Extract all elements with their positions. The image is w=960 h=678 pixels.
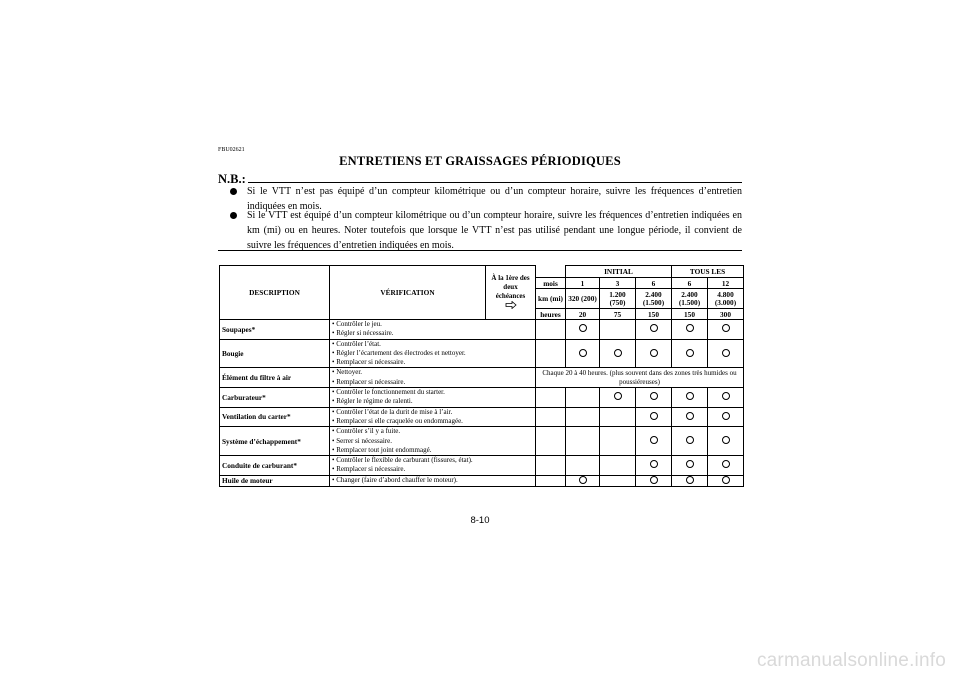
row-verification	[330, 320, 536, 340]
check-circle-icon	[686, 476, 694, 484]
interval-check-cell	[672, 339, 708, 368]
interval-check-cell	[708, 339, 744, 368]
row-description: Soupapes*	[220, 320, 330, 340]
interval-cell: 1	[566, 278, 600, 289]
interval-check-cell	[672, 427, 708, 456]
unit-gap-cell	[536, 339, 566, 368]
verification-step: • Contrôler l’état.	[332, 340, 533, 349]
verification-step: • Remplacer tout joint endommagé.	[332, 446, 533, 455]
interval-cell: 6	[672, 278, 708, 289]
page-title: ENTRETIENS ET GRAISSAGES PÉRIODIQUES	[339, 154, 621, 168]
row-description: Système d’échappement*	[220, 427, 330, 456]
bullet-icon	[230, 212, 237, 219]
verification-step: • Serrer si nécessaire.	[332, 437, 533, 446]
interval-cell: 320 (200)	[566, 289, 600, 309]
check-circle-icon	[579, 324, 587, 332]
verification-step: • Régler le régime de ralenti.	[332, 397, 533, 406]
interval-check-cell	[566, 407, 600, 427]
check-circle-icon	[686, 460, 694, 468]
verification-step: • Remplacer si nécessaire.	[332, 358, 533, 367]
interval-check-cell	[566, 456, 600, 476]
maintenance-table	[219, 265, 744, 487]
first-due-label: À la 1ère des deux échéances	[491, 273, 530, 300]
row-verification	[330, 368, 536, 388]
interval-check-cell	[600, 475, 636, 486]
interval-cell: 6	[636, 278, 672, 289]
arrow-right-icon	[505, 301, 517, 309]
table-row	[220, 456, 744, 476]
check-circle-icon	[722, 412, 730, 420]
verification-step: • Contrôler le fonctionnement du starter.	[332, 388, 533, 397]
interval-cell: 2.400 (1.500)	[672, 289, 708, 309]
interval-check-cell	[672, 388, 708, 408]
watermark: carmanualsonline.info	[756, 650, 946, 671]
check-circle-icon	[579, 476, 587, 484]
row-verification	[330, 475, 536, 486]
unit-km: km (mi)	[536, 289, 566, 309]
verification-step: • Régler si nécessaire.	[332, 329, 533, 338]
interval-check-cell	[636, 339, 672, 368]
nb-underline	[218, 182, 742, 183]
header-row	[220, 266, 744, 278]
check-circle-icon	[650, 412, 658, 420]
interval-check-cell	[566, 388, 600, 408]
interval-check-cell	[600, 456, 636, 476]
table-row	[220, 368, 744, 388]
note-text: Si le VTT est équipé d’un compteur kilométrique ou d’un compteur horaire, suivre les fréquences d’entretien indiquées en km (mi) ou en heures. Noter toutefois que lorsque le VTT n’est pas utilisé pendant une longue période, il convient de suivre les fréquences d’entretien indiquées en mois.	[247, 210, 742, 251]
check-circle-icon	[722, 324, 730, 332]
unit-gap-cell	[536, 388, 566, 408]
verification-step: • Nettoyer.	[332, 368, 533, 377]
interval-check-cell	[708, 427, 744, 456]
verification-step: • Contrôler le flexible de carburant (fissures, état).	[332, 456, 533, 465]
check-circle-icon	[614, 392, 622, 400]
interval-check-cell	[708, 388, 744, 408]
table-row	[220, 475, 744, 486]
interval-cell: 2.400 (1.500)	[636, 289, 672, 309]
header-spacer	[536, 266, 566, 278]
interval-check-cell	[636, 320, 672, 340]
interval-check-cell	[636, 407, 672, 427]
note-item	[230, 208, 742, 253]
interval-check-cell	[600, 320, 636, 340]
interval-check-cell	[636, 475, 672, 486]
bullet-icon	[230, 188, 237, 195]
check-circle-icon	[722, 349, 730, 357]
check-circle-icon	[686, 324, 694, 332]
interval-cell: 20	[566, 309, 600, 320]
unit-gap-cell	[536, 427, 566, 456]
verification-step: • Remplacer si elle craquelée ou endommagée.	[332, 417, 533, 426]
unit-gap-cell	[536, 456, 566, 476]
nb-label: N.B.:	[218, 172, 246, 186]
check-circle-icon	[686, 349, 694, 357]
row-verification	[330, 407, 536, 427]
interval-check-cell	[600, 388, 636, 408]
check-circle-icon	[579, 349, 587, 357]
interval-check-cell	[708, 456, 744, 476]
table-row	[220, 407, 744, 427]
interval-check-cell	[672, 407, 708, 427]
row-verification	[330, 388, 536, 408]
interval-check-cell	[566, 320, 600, 340]
unit-months: mois	[536, 278, 566, 289]
interval-cell: 150	[636, 309, 672, 320]
check-circle-icon	[686, 392, 694, 400]
interval-check-cell	[636, 427, 672, 456]
check-circle-icon	[650, 460, 658, 468]
note-text: Si le VTT n’est pas équipé d’un compteur kilométrique ou d’un compteur horaire, suivre les fréquences d’entretien indiquées en mois.	[247, 186, 742, 212]
row-verification	[330, 427, 536, 456]
row-description: Conduite de carburant*	[220, 456, 330, 476]
interval-cell: 3	[600, 278, 636, 289]
row-description: Huile de moteur	[220, 475, 330, 486]
check-circle-icon	[722, 436, 730, 444]
table-row	[220, 320, 744, 340]
interval-check-cell	[566, 475, 600, 486]
header-verification: VÉRIFICATION	[330, 266, 486, 320]
verification-step: • Remplacer si nécessaire.	[332, 378, 533, 387]
header-tous-les: TOUS LES	[672, 266, 744, 278]
interval-check-cell	[566, 339, 600, 368]
verification-step: • Contrôler l’état de la durit de mise à l’air.	[332, 408, 533, 417]
table-body	[220, 320, 744, 487]
check-circle-icon	[650, 392, 658, 400]
interval-cell: 12	[708, 278, 744, 289]
check-circle-icon	[686, 436, 694, 444]
verification-step: • Régler l’écartement des électrodes et nettoyer.	[332, 349, 533, 358]
interval-cell: 300	[708, 309, 744, 320]
check-circle-icon	[614, 349, 622, 357]
interval-check-cell	[636, 388, 672, 408]
row-description: Bougie	[220, 339, 330, 368]
row-description: Élément du filtre à air	[220, 368, 330, 388]
interval-check-cell	[672, 475, 708, 486]
unit-gap-cell	[536, 407, 566, 427]
row-description: Ventilation du carter*	[220, 407, 330, 427]
check-circle-icon	[650, 476, 658, 484]
interval-cell: 1.200 (750)	[600, 289, 636, 309]
interval-check-cell	[600, 339, 636, 368]
page-number: 8-10	[470, 515, 490, 526]
verification-step: • Contrôler le jeu.	[332, 320, 533, 329]
interval-check-cell	[672, 320, 708, 340]
unit-gap-cell	[536, 475, 566, 486]
check-circle-icon	[722, 476, 730, 484]
table-row	[220, 427, 744, 456]
interval-check-cell	[600, 407, 636, 427]
header-initial: INITIAL	[566, 266, 672, 278]
unit-hours: heures	[536, 309, 566, 320]
table-row	[220, 339, 744, 368]
header-first-due	[486, 266, 536, 320]
interval-check-cell	[708, 407, 744, 427]
row-verification	[330, 456, 536, 476]
notes-divider	[218, 250, 742, 251]
check-circle-icon	[686, 412, 694, 420]
interval-check-cell	[636, 456, 672, 476]
interval-check-cell	[566, 427, 600, 456]
header-description: DESCRIPTION	[220, 266, 330, 320]
interval-check-cell	[672, 456, 708, 476]
document-code: FBU02621	[218, 147, 245, 153]
verification-step: • Contrôler s’il y a fuite.	[332, 427, 533, 436]
table-row	[220, 388, 744, 408]
check-circle-icon	[722, 392, 730, 400]
check-circle-icon	[650, 436, 658, 444]
interval-cell: 4.800 (3.000)	[708, 289, 744, 309]
check-circle-icon	[650, 349, 658, 357]
check-circle-icon	[650, 324, 658, 332]
unit-gap-cell	[536, 320, 566, 340]
interval-check-cell	[708, 320, 744, 340]
interval-cell: 75	[600, 309, 636, 320]
interval-check-cell	[600, 427, 636, 456]
interval-check-cell	[708, 475, 744, 486]
row-description: Carburateur*	[220, 388, 330, 408]
interval-note: Chaque 20 à 40 heures. (plus souvent dans des zones très humides ou poussiéreuses)	[536, 368, 744, 388]
check-circle-icon	[722, 460, 730, 468]
row-verification	[330, 339, 536, 368]
verification-step: • Remplacer si nécessaire.	[332, 465, 533, 474]
verification-step: • Changer (faire d’abord chauffer le moteur).	[332, 476, 533, 485]
interval-cell: 150	[672, 309, 708, 320]
